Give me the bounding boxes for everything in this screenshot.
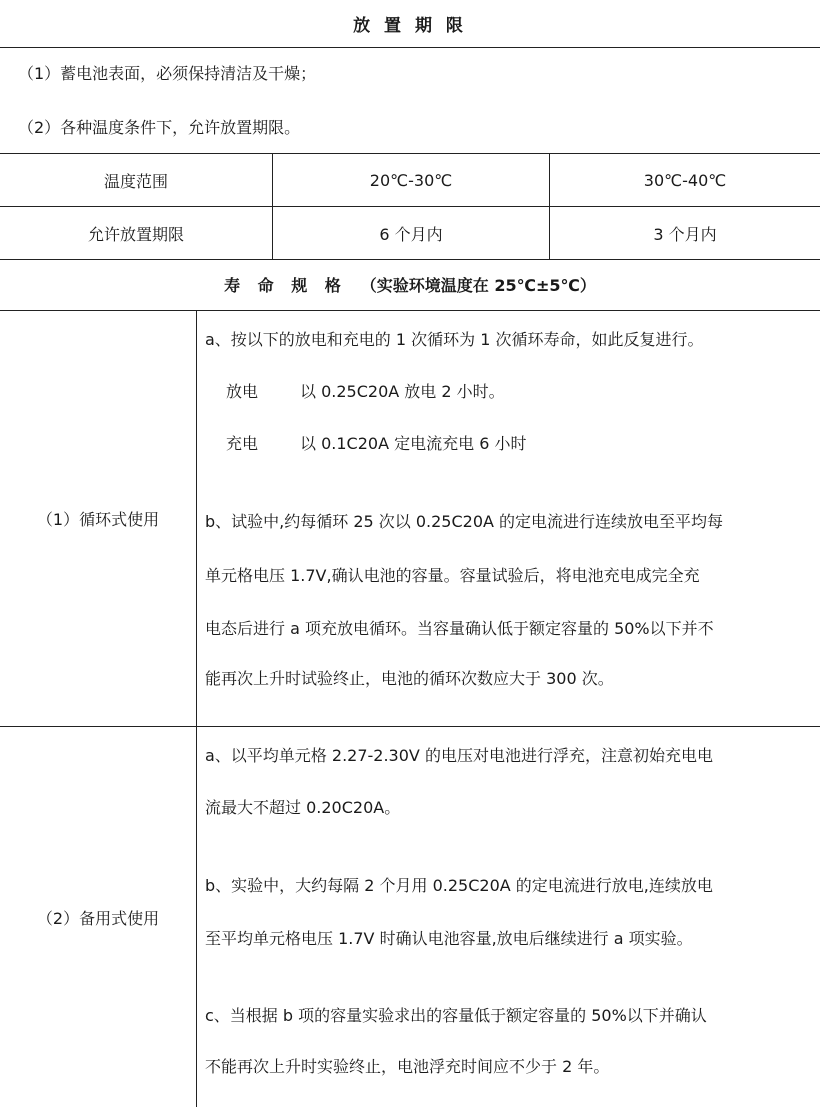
- standby-line-b2: 至平均单元格电压 1.7V 时确认电池容量,放电后继续进行 a 项实验。: [205, 929, 693, 948]
- cyclic-line-b1: b、试验中,约每循环 25 次以 0.25C20A 的定电流进行连续放电至平均每: [205, 512, 724, 531]
- note-1: （1）蓄电池表面，必须保持清洁及干燥；: [18, 64, 317, 83]
- temp-range-header: 温度范围: [103, 171, 168, 191]
- cyclic-line-b4: 能再次上升时试验终止，电池的循环次数应大于 300 次。: [205, 669, 614, 688]
- discharge-label: 放电: [226, 382, 259, 401]
- note-2: （2）各种温度条件下，允许放置期限。: [18, 118, 301, 137]
- standby-use-label: （2）备用式使用: [36, 908, 160, 928]
- standby-line-b1: b、实验中，大约每隔 2 个月用 0.25C20A 的定电流进行放电,连续放电: [205, 876, 713, 895]
- standby-line-c2: 不能再次上升时实验终止，电池浮充时间应不少于 2 年。: [205, 1057, 610, 1076]
- storage-period-1: 6 个月内: [379, 224, 443, 244]
- cyclic-line-b3: 电态后进行 a 项充放电循环。当容量确认低于额定容量的 50%以下并不: [205, 619, 714, 638]
- page-title: 放 置 期 限: [353, 16, 467, 36]
- charge-label: 充电: [226, 434, 259, 453]
- standby-line-a2: 流最大不超过 0.20C20A。: [205, 798, 401, 817]
- storage-period-header: 允许放置期限: [87, 224, 184, 244]
- cyclic-line-b2: 单元格电压 1.7V,确认电池的容量。容量试验后，将电池充电成完全充: [205, 566, 700, 585]
- temp-range-2: 30℃-40℃: [643, 170, 727, 190]
- storage-period-2: 3 个月内: [653, 224, 717, 244]
- cyclic-use-label: （1）循环式使用: [36, 509, 160, 529]
- charge-text: 以 0.1C20A 定电流充电 6 小时: [300, 434, 527, 453]
- cyclic-line-a: a、按以下的放电和充电的 1 次循环为 1 次循环寿命，如此反复进行。: [205, 330, 704, 349]
- temp-range-1: 20℃-30℃: [369, 170, 453, 190]
- standby-line-a1: a、以平均单元格 2.27-2.30V 的电压对电池进行浮充，注意初始充电电: [205, 746, 713, 765]
- charge-row: [226, 434, 526, 454]
- discharge-row: [226, 382, 505, 402]
- label-column-divider: [196, 310, 197, 1107]
- standby-line-c1: c、当根据 b 项的容量实验求出的容量低于额定容量的 50%以下并确认: [205, 1006, 707, 1025]
- discharge-text: 以 0.25C20A 放电 2 小时。: [300, 382, 505, 401]
- life-spec-heading: 寿 命 规 格: [224, 276, 347, 295]
- life-spec-title: [0, 259, 820, 310]
- divider: [0, 47, 820, 48]
- life-spec-condition: （实验环境温度在 25℃±5℃）: [360, 276, 596, 295]
